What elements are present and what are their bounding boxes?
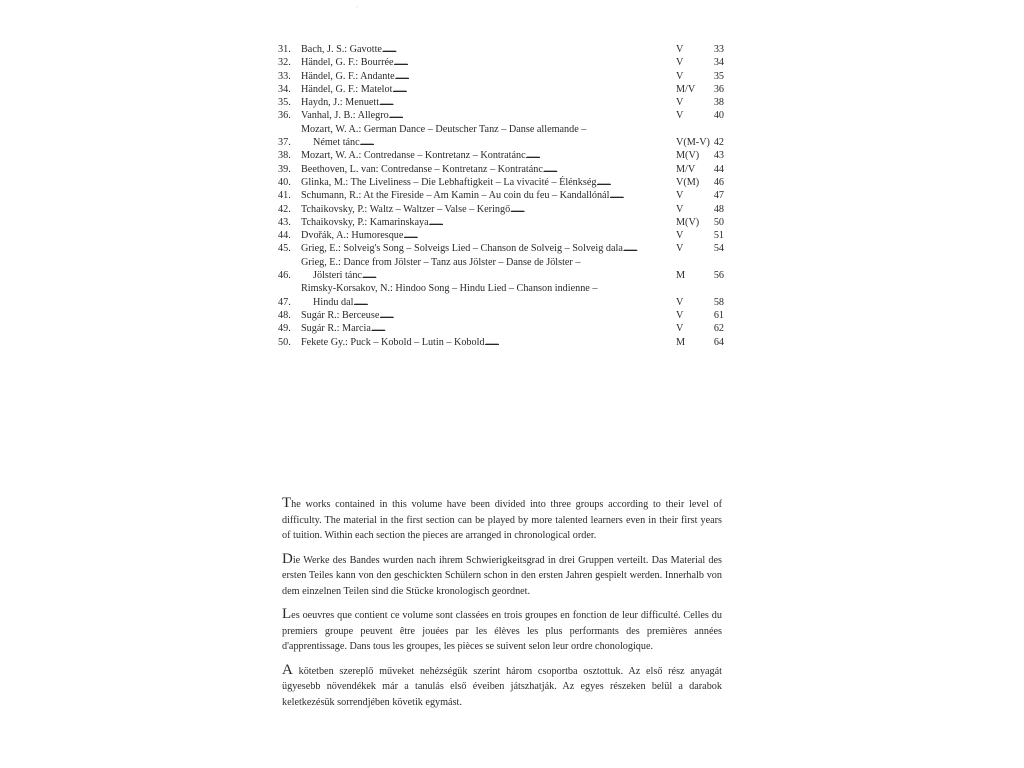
toc-entry-page: 36 bbox=[713, 83, 724, 95]
toc-entry bbox=[278, 282, 724, 309]
toc-entry bbox=[278, 163, 724, 176]
toc-entry-level: M/V bbox=[676, 163, 696, 175]
toc-entry-page: 47 bbox=[713, 190, 724, 202]
toc-entry bbox=[278, 216, 724, 229]
toc-entry bbox=[278, 336, 724, 349]
toc-entry-page: 62 bbox=[713, 323, 724, 335]
toc-entry-title: Jölsteri tánc bbox=[313, 270, 362, 282]
note-german-initial: D bbox=[282, 550, 293, 567]
toc-entry bbox=[278, 96, 724, 109]
toc-entry-page: 64 bbox=[713, 336, 724, 348]
toc-entry-page: 44 bbox=[713, 163, 724, 175]
dot-leader bbox=[379, 309, 670, 322]
toc-entry bbox=[278, 123, 724, 150]
toc-entry-number: 48. bbox=[278, 309, 291, 321]
toc-entry-number: 49. bbox=[278, 323, 291, 335]
toc-entry-title: Händel, G. F.: Matelot bbox=[301, 83, 393, 95]
toc-entry-level: V bbox=[676, 296, 684, 308]
toc-entry-title: Tchaikovsky, P.: Kamarinskaya bbox=[301, 216, 429, 228]
toc-entry-level: M(V) bbox=[676, 150, 700, 162]
note-hungarian-text: kötetben szereplő műveket nehézségük szerint három csoportba osztottuk. Az első rész anyagát ügyesebb növendékek már a tanulás első éveiben játszhatják. Az egyes részeken belül a darabok keletkezésük sorrendjében követik egymást. bbox=[282, 665, 722, 708]
toc-entry-title: Mozart, W. A.: Contredanse – Kontretanz – Kontratánc bbox=[301, 150, 526, 162]
toc-entry-title: Fekete Gy.: Puck – Kobold – Lutin – Kobold bbox=[301, 336, 485, 348]
toc-entry bbox=[278, 203, 724, 216]
toc-entry bbox=[278, 83, 724, 96]
dot-leader bbox=[526, 149, 670, 162]
dot-leader bbox=[392, 83, 670, 96]
toc-entry-level: V bbox=[676, 44, 684, 55]
preface-notes bbox=[282, 496, 722, 718]
dot-leader bbox=[596, 176, 670, 189]
toc-entry bbox=[278, 256, 724, 283]
toc-entry-title: Haydn, J.: Menuett bbox=[301, 97, 380, 109]
note-french bbox=[282, 607, 722, 655]
toc-entry bbox=[278, 56, 724, 69]
toc-entry-number: 46. bbox=[278, 270, 291, 282]
dot-leader bbox=[403, 229, 670, 242]
toc-entry-page: 43 bbox=[713, 150, 724, 162]
toc-entry-title: Händel, G. F.: Bourrée bbox=[301, 57, 394, 69]
toc-entry-level: V bbox=[676, 230, 684, 242]
toc-entry-number: 38. bbox=[278, 150, 291, 162]
toc-entry-level: M(V) bbox=[676, 216, 700, 228]
dot-leader bbox=[510, 203, 670, 216]
toc-entry-title: Grieg, E.: Solveig's Song – Solveigs Lied – Chanson de Solveig – Solveig dala bbox=[301, 243, 623, 255]
toc-entry-number: 31. bbox=[278, 44, 291, 55]
toc-entry-title: Dvořák, A.: Humoresque bbox=[301, 230, 404, 242]
table-of-contents bbox=[278, 43, 724, 349]
toc-entry-level: V bbox=[676, 243, 684, 255]
toc-entry-page: 58 bbox=[713, 296, 724, 308]
toc-entry-level: V bbox=[676, 110, 684, 122]
toc-entry-level: V(M) bbox=[676, 176, 700, 188]
toc-entry-number: 37. bbox=[278, 137, 291, 149]
toc-entry-level: M bbox=[676, 270, 686, 282]
toc-entry-title: Glinka, M.: The Liveliness – Die Lebhaftigkeit – La vivacité – Élénkség bbox=[301, 176, 597, 188]
toc-entry-page: 40 bbox=[713, 110, 724, 122]
note-english-initial: T bbox=[282, 495, 292, 511]
dot-leader bbox=[360, 136, 670, 149]
note-english bbox=[282, 496, 722, 544]
dot-leader bbox=[379, 96, 670, 109]
toc-entry-level: V bbox=[676, 190, 684, 202]
toc-entry-title: Tchaikovsky, P.: Waltz – Waltzer – Valse – Keringő bbox=[301, 203, 511, 215]
dot-leader bbox=[371, 322, 670, 335]
toc-entry-level: V bbox=[676, 70, 684, 82]
note-french-text: es oeuvres que contient ce volume sont classées en trois groupes en fonction de leur difficulté. Celles du premiers groupe peuvent être jouées par les élèves les plus performants des premières années d'apprentissage. Dans tous les groupes, les pièces se suivent selon leur ordre chonologique. bbox=[282, 610, 722, 652]
toc-entry-number: 39. bbox=[278, 163, 291, 175]
dot-leader bbox=[362, 269, 670, 282]
toc-entry-number: 35. bbox=[278, 97, 291, 109]
toc-entry-page: 51 bbox=[713, 230, 724, 242]
toc-entry-level: V(M-V) bbox=[676, 137, 710, 149]
scan-mark: ʼ bbox=[356, 6, 358, 12]
toc-entry-title: Hindu dal bbox=[313, 296, 354, 308]
toc-entry-number: 36. bbox=[278, 110, 291, 122]
toc-entry-page: 34 bbox=[713, 57, 724, 69]
toc-entry-number: 42. bbox=[278, 203, 291, 215]
toc-entry bbox=[278, 176, 724, 189]
dot-leader bbox=[382, 43, 670, 56]
dot-leader bbox=[395, 70, 670, 83]
note-german-text: ie Werke des Bandes wurden nach ihrem Schwierigkeitsgrad in drei Gruppen verteilt. Das Material des ersten Teiles kann von den geschickten Schülern schon in den ersten Jahren gespielt werden. Innerhalb von dem einzelnen Teilen sind die Stücke kronologisch geordnet. bbox=[282, 554, 722, 597]
note-german bbox=[282, 552, 722, 600]
toc-entry-level: V bbox=[676, 309, 684, 321]
toc-entry-level: M/V bbox=[676, 83, 696, 95]
toc-entry-title: Grieg, E.: Dance from Jölster – Tanz aus Jölster – Danse de Jölster – bbox=[301, 256, 581, 268]
toc-entry bbox=[278, 229, 724, 242]
dot-leader bbox=[429, 216, 670, 229]
toc-entry-title: Vanhal, J. B.: Allegro bbox=[301, 110, 389, 122]
toc-entry-title: Bach, J. S.: Gavotte bbox=[301, 44, 382, 55]
toc-entry-number: 33. bbox=[278, 70, 291, 82]
dot-leader bbox=[623, 242, 670, 255]
toc-entry-title: Rimsky-Korsakov, N.: Hindoo Song – Hindu Lied – Chanson indienne – bbox=[301, 283, 598, 295]
toc-entry bbox=[278, 309, 724, 322]
toc-entry-page: 56 bbox=[713, 270, 724, 282]
toc-entry-title: Schumann, R.: At the Fireside – Am Kamin – Au coin du feu – Kandallónál bbox=[301, 190, 610, 202]
toc-entry-title: Händel, G. F.: Andante bbox=[301, 70, 395, 82]
toc-entry-number: 47. bbox=[278, 296, 291, 308]
toc-entry bbox=[278, 43, 724, 56]
note-french-initial: L bbox=[282, 606, 292, 622]
toc-entry-number: 43. bbox=[278, 216, 291, 228]
dot-leader bbox=[485, 336, 670, 349]
note-hungarian bbox=[282, 663, 722, 711]
toc-entry-page: 50 bbox=[713, 216, 724, 228]
toc-entry-page: 61 bbox=[713, 309, 724, 321]
note-hungarian-initial: A bbox=[282, 661, 293, 678]
toc-entry-level: V bbox=[676, 203, 684, 215]
toc-entry bbox=[278, 322, 724, 335]
toc-entry-number: 40. bbox=[278, 176, 291, 188]
toc-entry-number: 32. bbox=[278, 57, 291, 69]
toc-entry-page: 42 bbox=[713, 137, 724, 149]
toc-entry bbox=[278, 242, 724, 255]
toc-entry-level: M bbox=[676, 336, 686, 348]
toc-entry bbox=[278, 189, 724, 202]
toc-entry-page: 38 bbox=[713, 97, 724, 109]
toc-entry-page: 46 bbox=[713, 176, 724, 188]
dot-leader bbox=[394, 56, 670, 69]
toc-entry-number: 41. bbox=[278, 190, 291, 202]
toc-entry-page: 48 bbox=[713, 203, 724, 215]
toc-entry-level: V bbox=[676, 57, 684, 69]
dot-leader bbox=[609, 189, 670, 202]
dot-leader bbox=[543, 163, 670, 176]
toc-entry-page: 54 bbox=[713, 243, 724, 255]
dot-leader bbox=[353, 296, 670, 309]
dot-leader bbox=[389, 109, 670, 122]
toc-entry-page: 33 bbox=[713, 44, 724, 55]
toc-entry bbox=[278, 149, 724, 162]
toc-entry-title: Mozart, W. A.: German Dance – Deutscher Tanz – Danse allemande – bbox=[301, 123, 587, 135]
toc-entry-title: Sugár R.: Marcia bbox=[301, 323, 371, 335]
toc-entry-level: V bbox=[676, 97, 684, 109]
toc-entry-page: 35 bbox=[713, 70, 724, 82]
toc-entry-number: 45. bbox=[278, 243, 291, 255]
toc-entry-number: 44. bbox=[278, 230, 291, 242]
toc-entry-title: Sugár R.: Berceuse bbox=[301, 309, 380, 321]
toc-entry bbox=[278, 70, 724, 83]
toc-entry bbox=[278, 109, 724, 122]
toc-entry-title: Német tánc bbox=[313, 137, 360, 149]
toc-entry-number: 50. bbox=[278, 336, 291, 348]
toc-entry-title: Beethoven, L. van: Contredanse – Kontretanz – Kontratánc bbox=[301, 163, 543, 175]
toc-entry-level: V bbox=[676, 323, 684, 335]
toc-entry-number: 34. bbox=[278, 83, 291, 95]
note-english-text: he works contained in this volume have been divided into three groups according to their level of difficulty. The material in the first section can be played by more talented learners even in their first years of tuition. Within each section the pieces are arranged in chronological order. bbox=[282, 499, 722, 541]
